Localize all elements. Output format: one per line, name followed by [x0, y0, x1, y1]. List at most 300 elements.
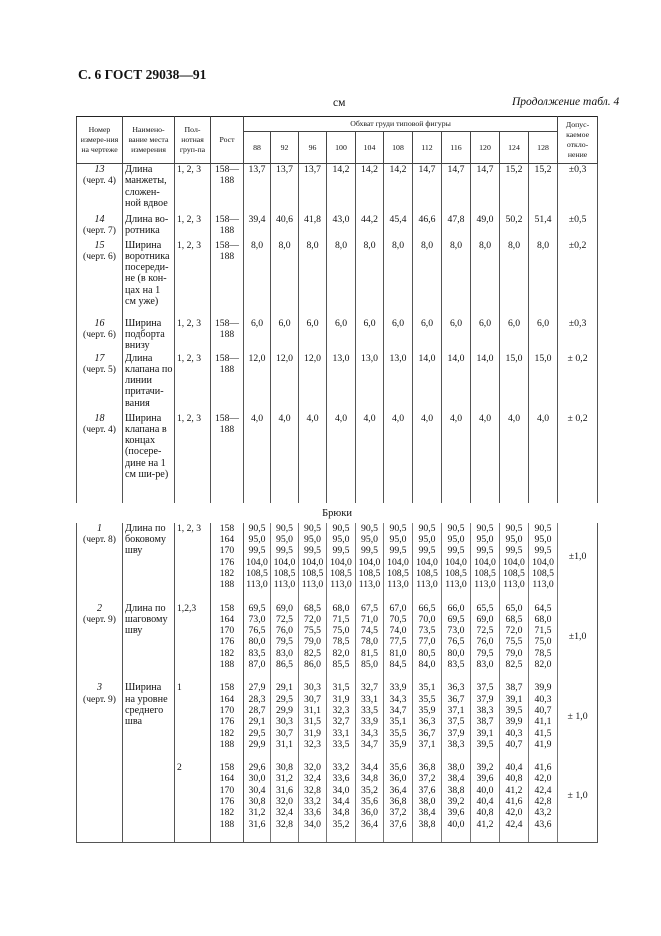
header-size: 120 [471, 132, 500, 164]
height-value: 170 [219, 784, 235, 796]
value-column [271, 762, 299, 842]
height-value: 188 [219, 579, 235, 591]
drawing-ref: (черт. 4) [83, 176, 116, 187]
value-cell: 8,0 [271, 240, 299, 318]
value-cell: 33,5 [361, 704, 378, 716]
header-name: Наимено-вание места измерения [123, 117, 175, 164]
value-cell: 30,8 [248, 796, 266, 808]
value-cell: 8,0 [442, 240, 471, 318]
drawing-ref: (черт. 4) [83, 424, 116, 435]
measure-name: Ширина клапана в концах (посере-дине на 1 см ши-ре) [123, 413, 175, 503]
measure-number-cell [77, 762, 123, 842]
value-cell: 113,0 [273, 579, 296, 591]
value-cell: 99,5 [276, 545, 293, 557]
value-cell: 6,0 [384, 318, 413, 353]
value-cell: 108,5 [474, 567, 496, 579]
value-cell: 8,0 [327, 240, 356, 318]
value-cell: 14,0 [471, 353, 500, 413]
value-cell: 95,0 [276, 534, 293, 546]
value-cell: 31,6 [248, 818, 266, 830]
page-header: С. 6 ГОСТ 29038—91 [78, 67, 207, 82]
header-tolerance: Допус-каемое откло-нение [558, 117, 598, 164]
value-cell: 33,9 [389, 682, 407, 694]
value-cell: 4,0 [356, 413, 384, 503]
value-cell: 41,1 [534, 716, 552, 728]
value-cell: 40,8 [505, 773, 523, 785]
measure-name: Длина клапана по линии притачи-вания [123, 353, 175, 413]
value-cell: 15,2 [529, 164, 558, 214]
value-cell: 85,0 [361, 659, 378, 671]
table-row [77, 523, 598, 603]
value-cell: 95,0 [332, 534, 350, 546]
value-column [299, 762, 327, 842]
value-cell: 8,0 [529, 240, 558, 318]
value-column [271, 603, 299, 683]
value-cell: 108,5 [330, 567, 352, 579]
value-cell: 30,3 [304, 682, 321, 694]
height-value: 164 [219, 534, 235, 546]
value-cell: 40,0 [476, 784, 494, 796]
value-cell: 6,0 [356, 318, 384, 353]
value-cell: 68,0 [332, 602, 350, 614]
tolerance-cell: ± 1,0 [558, 762, 598, 842]
value-cell: 43,2 [534, 807, 552, 819]
measure-number: 15 [94, 239, 105, 251]
value-column [500, 762, 529, 842]
value-cell: 14,7 [413, 164, 442, 214]
value-cell: 41,6 [534, 762, 552, 774]
value-cell: 108,5 [246, 567, 268, 579]
value-cell: 34,4 [332, 796, 350, 808]
value-cell: 76,0 [476, 636, 494, 648]
measure-name: Ширина подборта внизу [123, 318, 175, 353]
value-cell: 50,2 [500, 214, 529, 240]
measure-number-cell [77, 353, 123, 413]
value-cell: 43,0 [327, 214, 356, 240]
measurement-table [76, 116, 598, 843]
value-cell: 39,2 [447, 796, 465, 808]
header-chest: Обхват груди типовой фигуры [244, 117, 558, 132]
value-cell: 40,4 [476, 796, 494, 808]
value-cell: 35,6 [389, 762, 407, 774]
drawing-ref: (черт. 6) [83, 329, 116, 340]
value-column [529, 762, 558, 842]
measure-number: 17 [94, 352, 105, 364]
value-cell: 15,0 [529, 353, 558, 413]
value-cell: 31,2 [248, 807, 266, 819]
group-cell: 1, 2, 3 [175, 240, 211, 318]
tolerance-cell: ±1,0 [558, 523, 598, 603]
value-cell: 64,5 [534, 602, 552, 614]
value-cell: 37,2 [389, 807, 407, 819]
measure-name: Длина во-ротника [123, 214, 175, 240]
value-column [442, 523, 471, 603]
tolerance-cell: ± 0,2 [558, 353, 598, 413]
value-cell: 65,0 [505, 602, 523, 614]
value-column [413, 682, 442, 762]
value-cell: 35,5 [389, 727, 407, 739]
value-cell: 40,3 [505, 727, 523, 739]
value-cell: 6,0 [471, 318, 500, 353]
value-cell: 83,5 [447, 659, 465, 671]
value-cell: 30,8 [276, 762, 293, 774]
value-cell: 29,9 [248, 738, 266, 750]
group-cell: 1, 2, 3 [175, 214, 211, 240]
value-cell: 32,3 [332, 704, 350, 716]
value-cell: 35,2 [332, 818, 350, 830]
height-value: 182 [219, 807, 235, 819]
drawing-ref: (черт. 5) [83, 364, 116, 375]
value-cell: 73,0 [248, 613, 266, 625]
value-cell: 95,0 [534, 534, 552, 546]
value-cell: 84,0 [418, 659, 436, 671]
group-cell: 1, 2, 3 [175, 413, 211, 503]
value-cell: 78,0 [361, 636, 378, 648]
value-cell: 37,6 [389, 818, 407, 830]
height-value: 176 [219, 556, 235, 568]
table-row [77, 603, 598, 683]
value-cell: 38,7 [476, 716, 494, 728]
value-cell: 69,5 [248, 602, 266, 614]
value-cell: 14,0 [442, 353, 471, 413]
value-cell: 67,0 [389, 602, 407, 614]
value-column [471, 523, 500, 603]
value-cell: 99,5 [476, 545, 494, 557]
value-cell: 33,2 [332, 762, 350, 774]
value-column [356, 603, 384, 683]
value-column [327, 682, 356, 762]
value-cell: 4,0 [442, 413, 471, 503]
value-cell: 14,7 [442, 164, 471, 214]
value-cell: 34,8 [361, 773, 378, 785]
header-size: 100 [327, 132, 356, 164]
value-cell: 32,7 [332, 716, 350, 728]
value-cell: 86,0 [304, 659, 321, 671]
value-cell: 104,0 [246, 556, 268, 568]
value-cell: 113,0 [503, 579, 525, 591]
value-cell: 95,0 [304, 534, 321, 546]
value-cell: 30,0 [248, 773, 266, 785]
value-cell: 99,5 [361, 545, 378, 557]
value-cell: 104,0 [330, 556, 352, 568]
value-cell: 44,2 [356, 214, 384, 240]
height-value: 188 [219, 818, 235, 830]
value-cell: 35,5 [418, 693, 436, 705]
header-group: Пол-нотная груп-па [175, 117, 211, 164]
value-column [356, 762, 384, 842]
value-cell: 108,5 [301, 567, 324, 579]
value-column [500, 682, 529, 762]
value-cell: 113,0 [301, 579, 324, 591]
value-cell: 42,8 [534, 796, 552, 808]
value-cell: 38,7 [505, 682, 523, 694]
value-cell: 13,0 [356, 353, 384, 413]
value-cell: 113,0 [387, 579, 409, 591]
table-row [77, 214, 598, 240]
value-cell: 8,0 [299, 240, 327, 318]
value-cell: 39,5 [476, 738, 494, 750]
height-value: 170 [219, 704, 235, 716]
value-cell: 14,2 [327, 164, 356, 214]
value-column [299, 682, 327, 762]
value-cell: 33,6 [304, 807, 321, 819]
value-cell: 32,3 [304, 738, 321, 750]
header-number: Номер измере-ния на чертеже [77, 117, 123, 164]
value-cell: 83,5 [248, 647, 266, 659]
value-cell: 32,8 [276, 818, 293, 830]
value-cell: 37,2 [418, 773, 436, 785]
value-cell: 40,4 [505, 762, 523, 774]
value-cell: 32,0 [304, 762, 321, 774]
value-column [471, 682, 500, 762]
height-cell: 158—188 [211, 318, 244, 353]
value-cell: 4,0 [327, 413, 356, 503]
value-cell: 67,5 [361, 602, 378, 614]
value-cell: 8,0 [471, 240, 500, 318]
value-column [529, 682, 558, 762]
value-column [299, 523, 327, 603]
value-cell: 32,4 [276, 807, 293, 819]
value-cell: 86,5 [276, 659, 293, 671]
value-cell: 40,7 [505, 738, 523, 750]
value-cell: 39,9 [534, 682, 552, 694]
header-size: 128 [529, 132, 558, 164]
value-column [413, 603, 442, 683]
value-cell: 38,8 [447, 784, 465, 796]
value-cell: 84,5 [389, 659, 407, 671]
value-cell: 76,5 [447, 636, 465, 648]
value-cell: 32,0 [276, 796, 293, 808]
value-cell: 39,6 [476, 773, 494, 785]
value-column [529, 603, 558, 683]
value-cell: 42,4 [505, 818, 523, 830]
tolerance-cell: ±0,3 [558, 318, 598, 353]
value-cell: 40,6 [271, 214, 299, 240]
value-cell: 34,0 [332, 784, 350, 796]
value-cell: 75,5 [505, 636, 523, 648]
value-cell: 33,1 [332, 727, 350, 739]
value-cell: 90,5 [276, 522, 293, 534]
value-cell: 14,2 [384, 164, 413, 214]
measure-number: 14 [94, 213, 105, 225]
value-cell: 104,0 [358, 556, 381, 568]
value-cell: 95,0 [476, 534, 494, 546]
value-cell: 38,4 [447, 773, 465, 785]
value-cell: 6,0 [327, 318, 356, 353]
height-value: 170 [219, 625, 235, 637]
value-cell: 74,0 [389, 625, 407, 637]
value-column [299, 603, 327, 683]
measure-number-cell [77, 603, 123, 683]
value-cell: 41,8 [299, 214, 327, 240]
value-cell: 108,5 [416, 567, 438, 579]
value-cell: 12,0 [299, 353, 327, 413]
value-column [244, 762, 271, 842]
value-cell: 15,2 [500, 164, 529, 214]
value-cell: 74,5 [361, 625, 378, 637]
value-cell: 31,9 [332, 693, 350, 705]
table-row [77, 240, 598, 318]
value-cell: 39,1 [505, 693, 523, 705]
height-cell: 158—188 [211, 164, 244, 214]
value-cell: 108,5 [532, 567, 554, 579]
value-cell: 39,2 [476, 762, 494, 774]
measure-name: Длина манжеты, сложен-ной вдвое [123, 164, 175, 214]
header-size: 108 [384, 132, 413, 164]
value-cell: 35,1 [389, 716, 407, 728]
value-cell: 4,0 [244, 413, 271, 503]
height-value: 182 [219, 727, 235, 739]
value-cell: 108,5 [387, 567, 409, 579]
value-cell: 8,0 [356, 240, 384, 318]
value-cell: 99,5 [418, 545, 436, 557]
value-cell: 104,0 [273, 556, 296, 568]
measure-number-cell [77, 413, 123, 503]
table-row [77, 682, 598, 762]
value-cell: 72,5 [476, 625, 494, 637]
value-cell: 113,0 [358, 579, 381, 591]
height-value: 158 [219, 602, 235, 614]
value-cell: 30,7 [276, 727, 293, 739]
drawing-ref: (черт. 9) [83, 614, 116, 625]
value-cell: 66,0 [447, 602, 465, 614]
value-cell: 69,0 [276, 602, 293, 614]
value-cell: 29,9 [276, 704, 293, 716]
value-cell: 113,0 [474, 579, 496, 591]
value-cell: 104,0 [416, 556, 438, 568]
value-cell: 12,0 [244, 353, 271, 413]
value-cell: 68,5 [505, 613, 523, 625]
value-cell: 33,5 [332, 738, 350, 750]
value-column [442, 682, 471, 762]
value-cell: 95,0 [389, 534, 407, 546]
value-cell: 35,1 [418, 682, 436, 694]
section-title: Брюки [322, 507, 352, 519]
height-value: 182 [219, 647, 235, 659]
value-cell: 34,7 [389, 704, 407, 716]
value-cell: 81,5 [361, 647, 378, 659]
value-cell: 76,5 [248, 625, 266, 637]
value-cell: 38,0 [447, 762, 465, 774]
value-cell: 90,5 [304, 522, 321, 534]
value-cell: 36,3 [447, 682, 465, 694]
value-cell: 36,8 [418, 762, 436, 774]
value-cell: 78,5 [332, 636, 350, 648]
value-cell: 37,1 [447, 704, 465, 716]
height-value: 176 [219, 796, 235, 808]
value-cell: 79,5 [276, 636, 293, 648]
value-column [244, 682, 271, 762]
value-cell: 31,5 [332, 682, 350, 694]
height-list [211, 603, 244, 683]
value-cell: 40,8 [476, 807, 494, 819]
value-cell: 37,9 [447, 727, 465, 739]
value-cell: 29,5 [276, 693, 293, 705]
value-cell: 8,0 [413, 240, 442, 318]
group-cell: 1, 2, 3 [175, 523, 211, 603]
value-cell: 36,4 [361, 818, 378, 830]
tolerance-cell: ±0,5 [558, 214, 598, 240]
value-cell: 47,8 [442, 214, 471, 240]
value-cell: 29,6 [248, 762, 266, 774]
value-cell: 39,1 [476, 727, 494, 739]
value-cell: 34,7 [361, 738, 378, 750]
value-cell: 78,5 [534, 647, 552, 659]
header-size: 124 [500, 132, 529, 164]
height-value: 158 [219, 682, 235, 694]
value-cell: 33,2 [304, 796, 321, 808]
measure-number-cell [77, 240, 123, 318]
header-size: 88 [244, 132, 271, 164]
value-cell: 37,9 [476, 693, 494, 705]
measure-number-cell [77, 682, 123, 762]
drawing-ref: (черт. 7) [83, 225, 116, 236]
value-column [271, 682, 299, 762]
table-row [77, 164, 598, 214]
height-value: 164 [219, 693, 235, 705]
value-cell: 35,9 [418, 704, 436, 716]
value-cell: 37,5 [476, 682, 494, 694]
value-cell: 79,0 [304, 636, 321, 648]
value-cell: 83,0 [276, 647, 293, 659]
value-cell: 90,5 [332, 522, 350, 534]
value-cell: 32,7 [361, 682, 378, 694]
value-cell: 113,0 [416, 579, 438, 591]
value-cell: 113,0 [445, 579, 467, 591]
table-body-trousers [77, 523, 598, 843]
value-cell: 6,0 [529, 318, 558, 353]
value-cell: 104,0 [474, 556, 496, 568]
value-cell: 39,9 [505, 716, 523, 728]
value-column [384, 603, 413, 683]
measure-number: 18 [94, 412, 105, 424]
value-cell: 70,5 [389, 613, 407, 625]
value-cell: 15,0 [500, 353, 529, 413]
height-cell: 158—188 [211, 353, 244, 413]
value-cell: 66,5 [418, 602, 436, 614]
value-cell: 108,5 [445, 567, 467, 579]
measure-name: Длина по боковому шву [123, 523, 175, 603]
value-cell: 14,2 [356, 164, 384, 214]
height-cell: 158—188 [211, 413, 244, 503]
value-cell: 13,7 [271, 164, 299, 214]
table-body-top [77, 164, 598, 503]
value-cell: 104,0 [532, 556, 554, 568]
measure-number-cell [77, 523, 123, 603]
value-cell: 6,0 [244, 318, 271, 353]
value-cell: 80,0 [248, 636, 266, 648]
value-cell: 75,0 [534, 636, 552, 648]
value-cell: 35,2 [361, 784, 378, 796]
value-column [529, 523, 558, 603]
value-cell: 99,5 [389, 545, 407, 557]
value-cell: 36,0 [389, 773, 407, 785]
value-cell: 85,5 [332, 659, 350, 671]
value-cell: 29,1 [248, 716, 266, 728]
value-cell: 38,4 [418, 807, 436, 819]
value-cell: 99,5 [332, 545, 350, 557]
value-cell: 13,7 [244, 164, 271, 214]
value-cell: 72,5 [276, 613, 293, 625]
value-cell: 108,5 [273, 567, 296, 579]
height-value: 188 [219, 738, 235, 750]
height-cell: 158—188 [211, 240, 244, 318]
continuation-label: Продолжение табл. 4 [512, 96, 620, 108]
height-value: 164 [219, 773, 235, 785]
value-cell: 42,4 [534, 784, 552, 796]
measure-number: 2 [97, 602, 102, 614]
measure-number: 16 [94, 317, 105, 329]
